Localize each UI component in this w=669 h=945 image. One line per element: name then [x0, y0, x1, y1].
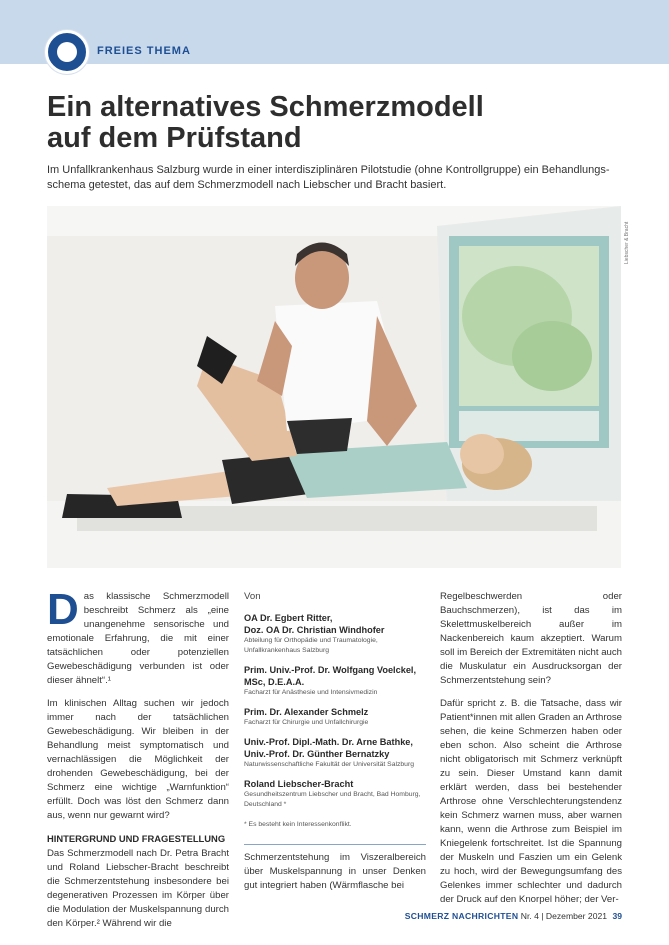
drop-cap: D: [47, 585, 79, 634]
photo-credit-text: Liebscher & Bracht: [624, 221, 630, 264]
author-affiliation: Facharzt für Anästhesie und Intensivmedizin: [244, 689, 378, 696]
author-block: [244, 612, 426, 656]
column-3: [440, 590, 622, 916]
author-name: Univ.-Prof. Dr. Günther Bernatzky: [244, 749, 390, 759]
divider: [244, 844, 426, 845]
body-paragraph: Das Schmerzmodell nach Dr. Petra Bracht und Roland Liebscher-Bracht beschreibt die Schmerzentstehung insbesondere bei degenerativen Prozessen im Körper über die Modulation der Muskelspannung durch den Körper.² Während wir die: [47, 848, 229, 929]
author-affiliation: Facharzt für Chirurgie und Unfallchirurgie: [244, 719, 369, 726]
author-block: [244, 664, 426, 698]
author-name: Univ.-Prof. Dipl.-Math. Dr. Arne Bathke,: [244, 737, 413, 747]
article-photo: [47, 206, 621, 568]
body-paragraph: Regelbeschwerden oder Bauchschmerzen), ist das im Skelettmuskelbereich außer im Nackenbereich kaum akzeptiert. Warum soll im Bereich der Extremitäten nicht auch die Muskulatur ein Ausdrucksorgan der Schmerzentstehung sein?: [440, 591, 622, 686]
issue-info: Nr. 4 | Dezember 2021: [520, 911, 608, 921]
body-paragraph: Schmerzentstehung im Viszeralbereich über Muskelspannung in unser Denken gut integriert haben (Wärmflasche bei: [244, 852, 426, 891]
author-affiliation: Naturwissenschaftliche Fakultät der Universität Salzburg: [244, 761, 414, 768]
authors-intro: Von: [244, 591, 261, 602]
therapy-photo-illustration: [47, 206, 621, 568]
intro-text: as klassische Schmerzmodell beschreibt Schmerz als „eine unangenehme sensorische und emotionale Erfahrung, die mit einer tatsächlichen oder potenziellen Gewebeschädigung verbunden ist oder dieser ähnelt“.¹: [47, 591, 229, 686]
article-title: [47, 92, 637, 154]
author-block: [244, 736, 426, 770]
author-name: Doz. OA Dr. Christian Windhofer: [244, 625, 385, 635]
subheading: HINTERGRUND UND FRAGESTELLUNG: [47, 833, 226, 844]
author-name: Roland Liebscher-Bracht: [244, 779, 354, 789]
body-paragraph: Dafür spricht z. B. die Tatsache, dass wir Patient*innen mit allen Graden an Arthrose sehen, die keine Schmerzen haben oder eben schon. Also scheint die Arthrose nicht obligatorisch mit Schmerz verknüpft zu sein. Dieser Umstand kann damit erklärt werden, dass bei bestehender Arthrose ohne Verschlechterungstendenz kein Schmerz warnen muss, aber warnen kann, wenn die Arthrose zum Beispiel im Kniegelenk fortschreitet. Ist die Spannung der Muskeln und Faszien um ein Gelenk zu hoch, wird der Bewegungsumfang des Gelenkes immer schlechter und dadurch der Druck auf den Knorpel höher; der Ver-: [440, 698, 622, 905]
author-name: OA Dr. Egbert Ritter,: [244, 613, 333, 623]
author-block: [244, 706, 426, 728]
author-affiliation: Gesundheitszentrum Liebscher und Bracht, Bad Homburg, Deutschland *: [244, 791, 421, 808]
photo-credit: [624, 206, 632, 266]
section-label: FREIES THEMA: [97, 45, 191, 57]
title-line-1: Ein alternatives Schmerzmodell: [47, 91, 484, 123]
brand-logo-icon: [45, 30, 89, 74]
title-line-2: auf dem Prüfstand: [47, 122, 302, 154]
author-block: [244, 778, 426, 810]
author-name: Prim. Univ.-Prof. Dr. Wolfgang Voelckel,: [244, 665, 417, 675]
magazine-name: SCHMERZ NACHRICHTEN: [404, 911, 519, 921]
author-name: MSc, D.E.A.A.: [244, 677, 305, 687]
body-paragraph: Im klinischen Alltag suchen wir jedoch immer nach der tatsächlichen Gewebeschädigung. Wir bleiben in der Behandlung meist symptomatisch und vernachlässigen die Möglichkeit der drohenden Gewebeschädigung, bei der Schmerz eine wichtige „Warnfunktion“ erfüllt. Doch was löst den Schmerz dann aus, wenn nur gewarnt wird?: [47, 698, 229, 821]
column-1: [47, 585, 229, 940]
author-affiliation: Abteilung für Orthopädie und Traumatologie, Unfallkrankenhaus Salzburg: [244, 637, 378, 654]
conflict-of-interest-note: * Es besteht kein Interessenkonflikt.: [244, 821, 352, 828]
article-lead: Im Unfallkrankenhaus Salzburg wurde in einer interdisziplinären Pilotstudie (ohne Kontrollgruppe) ein Behandlungsschema getestet, das auf dem Schmerzmodell nach Liebscher und Bracht basiert.: [47, 164, 610, 191]
author-name: Prim. Dr. Alexander Schmelz: [244, 707, 369, 717]
page-footer: [380, 911, 622, 921]
column-2: [244, 590, 426, 902]
page-number: 39: [612, 911, 622, 921]
intro-paragraph: [47, 585, 229, 688]
